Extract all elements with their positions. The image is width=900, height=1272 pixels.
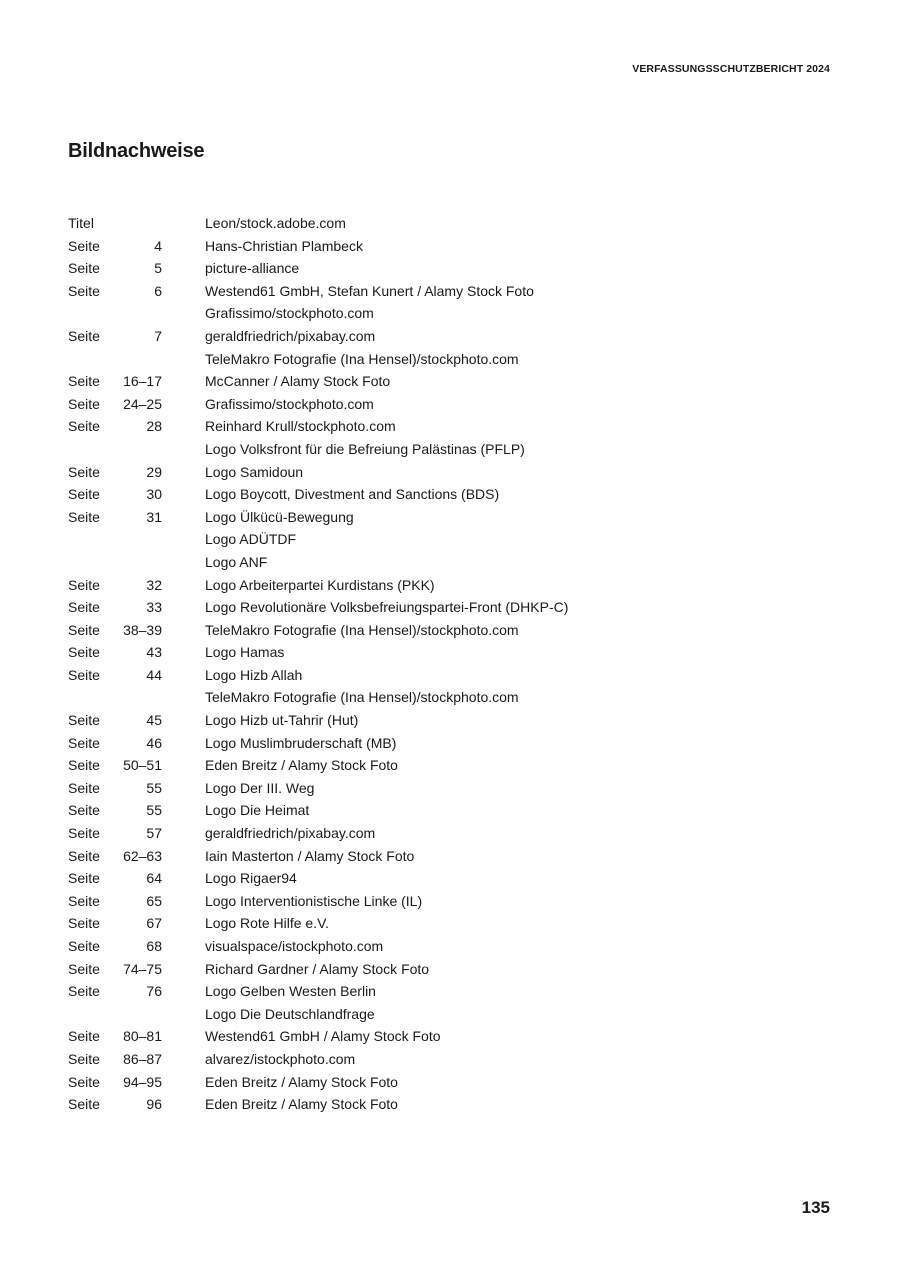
credit-source: Logo Revolutionäre Volksbefreiungspartei-Front (DHKP-C) <box>205 599 569 616</box>
credit-source: Logo Hizb ut-Tahrir (Hut) <box>205 712 359 729</box>
credit-row <box>68 528 768 551</box>
credit-source: Richard Gardner / Alamy Stock Foto <box>205 960 430 977</box>
credit-page-number: 4 <box>154 237 162 254</box>
credit-label: Seite <box>68 395 100 412</box>
credit-source: Logo Muslimbruderschaft (MB) <box>205 734 397 751</box>
credit-label: Seite <box>68 915 100 932</box>
credit-row <box>68 348 768 371</box>
credit-row <box>68 664 768 687</box>
credit-row <box>68 958 768 981</box>
credit-label: Seite <box>68 237 100 254</box>
credit-page-number: 46 <box>146 734 162 751</box>
credit-label: Seite <box>68 1028 100 1045</box>
credit-page-number: 7 <box>154 327 162 344</box>
credit-label: Seite <box>68 373 100 390</box>
credit-label: Seite <box>68 1050 100 1067</box>
credit-row <box>68 483 768 506</box>
credit-page-number: 64 <box>146 870 162 887</box>
credit-label: Seite <box>68 576 100 593</box>
credit-source: Logo Ülkücü-Bewegung <box>205 508 354 525</box>
credit-row <box>68 845 768 868</box>
credit-label: Seite <box>68 960 100 977</box>
credit-source: geraldfriedrich/pixabay.com <box>205 327 376 344</box>
credit-row <box>68 777 768 800</box>
credit-row <box>68 370 768 393</box>
credit-row <box>68 596 768 619</box>
credit-source: Grafissimo/stockphoto.com <box>205 305 374 322</box>
credit-row <box>68 438 768 461</box>
credit-page-number: 57 <box>146 825 162 842</box>
page-number: 135 <box>801 1198 830 1217</box>
credit-label: Seite <box>68 599 100 616</box>
credit-label: Seite <box>68 463 100 480</box>
credit-page-number: 38–39 <box>123 621 162 638</box>
credit-source: TeleMakro Fotografie (Ina Hensel)/stockphoto.com <box>205 350 519 367</box>
credit-source: McCanner / Alamy Stock Foto <box>205 373 391 390</box>
credit-page-number: 44 <box>146 666 162 683</box>
credit-page-number: 55 <box>146 802 162 819</box>
credit-page-number: 29 <box>146 463 162 480</box>
credit-label: Seite <box>68 779 100 796</box>
credit-source: Logo Der III. Weg <box>205 779 315 796</box>
credit-row <box>68 980 768 1003</box>
page-title: Bildnachweise <box>68 140 205 162</box>
credit-row <box>68 257 768 280</box>
credit-label: Seite <box>68 870 100 887</box>
credit-label: Seite <box>68 892 100 909</box>
credit-row <box>68 506 768 529</box>
credit-page-number: 43 <box>146 644 162 661</box>
credit-row <box>68 912 768 935</box>
credit-label: Seite <box>68 508 100 525</box>
credit-label: Seite <box>68 1073 100 1090</box>
credit-source: Reinhard Krull/stockphoto.com <box>205 418 396 435</box>
credit-row <box>68 686 768 709</box>
credit-label: Seite <box>68 418 100 435</box>
credit-source: Hans-Christian Plambeck <box>205 237 363 254</box>
credit-row <box>68 619 768 642</box>
credit-label: Seite <box>68 621 100 638</box>
credit-source: picture-alliance <box>205 260 300 277</box>
credit-page-number: 62–63 <box>123 847 162 864</box>
credit-page-number: 55 <box>146 779 162 796</box>
credit-source: TeleMakro Fotografie (Ina Hensel)/stockphoto.com <box>205 689 519 706</box>
credit-label: Seite <box>68 825 100 842</box>
credit-label: Seite <box>68 486 100 503</box>
credit-source: geraldfriedrich/pixabay.com <box>205 825 376 842</box>
credit-page-number: 6 <box>154 282 162 299</box>
credit-row <box>68 212 768 235</box>
credit-label: Seite <box>68 847 100 864</box>
credit-page-number: 31 <box>146 508 162 525</box>
credit-label: Seite <box>68 734 100 751</box>
credit-page-number: 65 <box>146 892 162 909</box>
credit-page-number: 5 <box>154 260 162 277</box>
credit-row <box>68 1048 768 1071</box>
credit-source: TeleMakro Fotografie (Ina Hensel)/stockphoto.com <box>205 621 519 638</box>
credit-source: Logo Hamas <box>205 644 285 661</box>
credit-source: Logo Rigaer94 <box>205 870 297 887</box>
credit-page-number: 16–17 <box>123 373 162 390</box>
credit-label: Seite <box>68 757 100 774</box>
credit-source: Logo Volksfront für die Befreiung Palästinas (PFLP) <box>205 440 525 457</box>
credit-row <box>68 393 768 416</box>
credit-row <box>68 1093 768 1116</box>
credit-label: Seite <box>68 644 100 661</box>
credit-row <box>68 641 768 664</box>
credit-source: Logo Boycott, Divestment and Sanctions (BDS) <box>205 486 500 503</box>
credit-source: Logo Hizb Allah <box>205 666 303 683</box>
credit-source: Logo Interventionistische Linke (IL) <box>205 892 423 909</box>
credit-page-number: 74–75 <box>123 960 162 977</box>
credit-row <box>68 822 768 845</box>
credit-row <box>68 935 768 958</box>
credit-label: Seite <box>68 802 100 819</box>
credit-page-number: 80–81 <box>123 1028 162 1045</box>
credit-row <box>68 235 768 258</box>
credit-row <box>68 867 768 890</box>
credit-source: Logo Die Heimat <box>205 802 310 819</box>
credit-source: Logo Gelben Westen Berlin <box>205 983 376 1000</box>
credit-row <box>68 302 768 325</box>
credit-row <box>68 799 768 822</box>
credit-row <box>68 461 768 484</box>
credit-page-number: 32 <box>146 576 162 593</box>
credit-page-number: 28 <box>146 418 162 435</box>
credit-source: visualspace/istockphoto.com <box>205 938 384 954</box>
credit-source: alvarez/istockphoto.com <box>205 1050 356 1067</box>
credit-label: Seite <box>68 282 100 299</box>
credit-row <box>68 754 768 777</box>
credit-page-number: 24–25 <box>123 395 162 412</box>
credit-source: Logo Rote Hilfe e.V. <box>205 915 330 932</box>
credit-label: Seite <box>68 666 100 683</box>
credit-label: Titel <box>68 215 94 231</box>
credit-row <box>68 551 768 574</box>
credit-label: Seite <box>68 260 100 277</box>
credit-page-number: 96 <box>146 1096 162 1113</box>
credit-row <box>68 709 768 732</box>
credit-label: Seite <box>68 938 100 954</box>
credit-page-number: 68 <box>146 938 162 954</box>
credit-source: Westend61 GmbH, Stefan Kunert / Alamy Stock Foto <box>205 282 534 299</box>
credit-row <box>68 732 768 755</box>
credit-source: Eden Breitz / Alamy Stock Foto <box>205 1096 398 1113</box>
credit-page-number: 67 <box>146 915 162 932</box>
credit-row <box>68 325 768 348</box>
credit-label: Seite <box>68 712 100 729</box>
credit-label: Seite <box>68 1096 100 1113</box>
credit-row <box>68 1071 768 1094</box>
credit-row <box>68 890 768 913</box>
credit-label: Seite <box>68 983 100 1000</box>
credit-source: Logo ANF <box>205 553 268 570</box>
credit-page-number: 86–87 <box>123 1050 162 1067</box>
credit-page-number: 50–51 <box>123 757 162 774</box>
credit-row <box>68 1003 768 1026</box>
credit-source: Eden Breitz / Alamy Stock Foto <box>205 757 398 774</box>
credit-label: Seite <box>68 327 100 344</box>
credit-source: Westend61 GmbH / Alamy Stock Foto <box>205 1028 441 1045</box>
credit-source: Eden Breitz / Alamy Stock Foto <box>205 1073 398 1090</box>
credit-source: Iain Masterton / Alamy Stock Foto <box>205 847 415 864</box>
credit-page-number: 30 <box>146 486 162 503</box>
credits-list <box>68 212 768 1116</box>
credit-source: Logo ADÜTDF <box>205 531 297 548</box>
credit-page-number: 45 <box>146 712 162 729</box>
credit-row <box>68 1025 768 1048</box>
credit-page-number: 94–95 <box>123 1073 162 1090</box>
credit-row <box>68 280 768 303</box>
credit-source: Logo Die Deutschlandfrage <box>205 1005 375 1022</box>
credit-row <box>68 415 768 438</box>
credit-page-number: 76 <box>146 983 162 1000</box>
credit-source: Leon/stock.adobe.com <box>205 215 346 231</box>
credit-page-number: 33 <box>146 599 162 616</box>
credit-row <box>68 574 768 597</box>
credit-source: Grafissimo/stockphoto.com <box>205 395 374 412</box>
credit-source: Logo Samidoun <box>205 463 304 480</box>
running-header: VERFASSUNGSSCHUTZBERICHT 2024 <box>632 63 830 75</box>
credit-source: Logo Arbeiterpartei Kurdistans (PKK) <box>205 576 435 593</box>
